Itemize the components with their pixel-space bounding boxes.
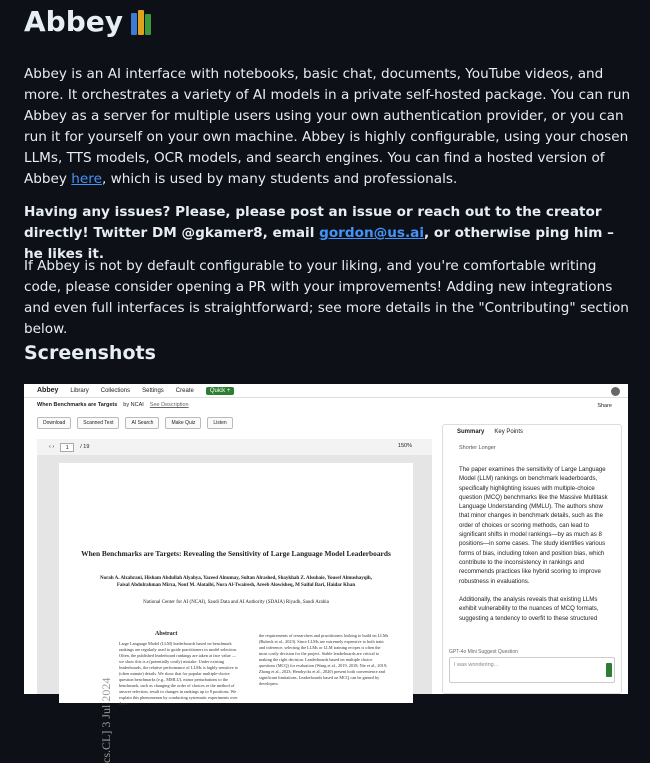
doc-header: When Benchmarks are Targets by NCAI See Description bbox=[37, 402, 189, 408]
readme-content bbox=[24, 0, 634, 763]
pdf-viewer bbox=[37, 439, 432, 763]
hosted-version-link[interactable]: here bbox=[71, 171, 102, 187]
page-controls: ‹ › 1 / 19 bbox=[37, 439, 432, 455]
avatar bbox=[611, 387, 620, 396]
chat-input: I was wondering... bbox=[449, 657, 615, 683]
intro-paragraph: Abbey is an AI interface with notebooks, basic chat, documents, YouTube videos, and more. It orchestrates a variety of AI models in a private self-hosted package. You can run Abbey as a server for multiple users using your own authentication provider, or you can run it for yourself on your own machine. Abbey is highly configurable, using your chosen LLMs, TTS models, OCR models, and search engines. You can find a hosted version of Abbey here, which is used by many students and professionals. bbox=[24, 66, 631, 187]
share-label: Share bbox=[597, 403, 612, 409]
zoom-level: 150% bbox=[397, 443, 412, 449]
doc-toolbar: Download Scanned Text AI Search Make Quiz Listen bbox=[37, 417, 233, 429]
app-screenshot bbox=[24, 384, 628, 763]
books-icon bbox=[131, 9, 151, 35]
summary-panel: Summary Key Points Shorter Longer The paper examines the sensitivity of Large Language Model (LLM) rankings on benchmark leaderboards, specifically highlighting issues with multiple-choice question (MCQ) benchmarks like the Massive Multitask Language Understanding (MMLU). The authors show that minor changes in benchmark details, such as the order of choices or scoring methods, can lead to significant shifts in model rankings—by as much as 8 positions—in some cases. The study identifies various forms of bias, including token and position bias, which contribute to the inconsistency in rankings and recommends practices like hybrid scoring to improve robustness in evaluations. Additionally, the analysis reveals that existing LLMs exhibit vulnerability to the nuances of MCQ formats, suggesting a tendency to overfit to these structured GPT-4o Mini Suggest Question I was wondering... bbox=[442, 424, 622, 694]
email-link[interactable]: gordon@us.ai bbox=[319, 225, 424, 241]
app-nav: Abbey Library Collections Settings Create Quick + bbox=[24, 384, 628, 398]
page-title: Abbey bbox=[24, 0, 634, 44]
screenshots-heading: Screenshots bbox=[24, 342, 156, 364]
issues-paragraph: Having any issues? Please, please post an issue or reach out to the creator directly! Twitter DM @gkamer8, email gordon@us.ai, or otherwise ping him – he likes it. bbox=[24, 204, 614, 262]
contributing-paragraph: If Abbey is not by default configurable to your liking, and you're comfortable writing code, please consider opening a PR with your improvements! Adding new integrations and even full interfaces is straightforward; see more details in the "Contributing" section below. bbox=[24, 258, 629, 337]
pdf-page: When Benchmarks are Targets: Revealing the Sensitivity of Large Language Model Leaderboards Norah A. Alzahrani, Hisham Abdullah Alyahya, Yazeed Alnumay, Sultan Alrashed, Shaykhah Z. Alsubaie, Yousef Almushayqih, Faisal Abdulrahman Mirza, Nouf M. Alotaibi, Nora Al-Twairesh, Areeb Alowisheq, M Saiful Bari, Haidar Khan National Center for AI (NCAI), Saudi Data and AI Authority (SDAIA) Riyadh, Saudi Arabia Abstract Large Language Model (LLM) leaderboards based on benchmark rankings are regularly used to guide practitioners in model selection. Often, the published leaderboard rankings are taken at face value — we show this is a (potentially costly) mistake. Under existing leaderboards, the relative performance of LLMs is highly sensitive to (often minute) details. We show that for popular multiple-choice question benchmarks (e.g., MMLU), minor perturbations to the benchmark, such as changing the order of choices or the method of answer selection, result in changes in rankings up to 8 positions. We explain this phenomenon by conducting systematic experiments over three the requirements of researchers and practitioners looking to build on LLMs (Bubeck et al., 2023). Since LLMs are extremely expensive to both train and inference, selecting the LLMs or LLM training recipes is often the most costly decision for the project. Stable leaderboards are critical to making the right decision. Leaderboards based on multiple choice questions (MCQ) for evaluation (Wang et al., 2019, 2018; Nie et al., 2019; Zhong et al., 2023; Hendrycks et al., 2020) present both convenience and significant limitations. Leaderboards based on MCQ can be gamed by developers. cs.CL] 3 Jul 2024 bbox=[59, 463, 413, 703]
